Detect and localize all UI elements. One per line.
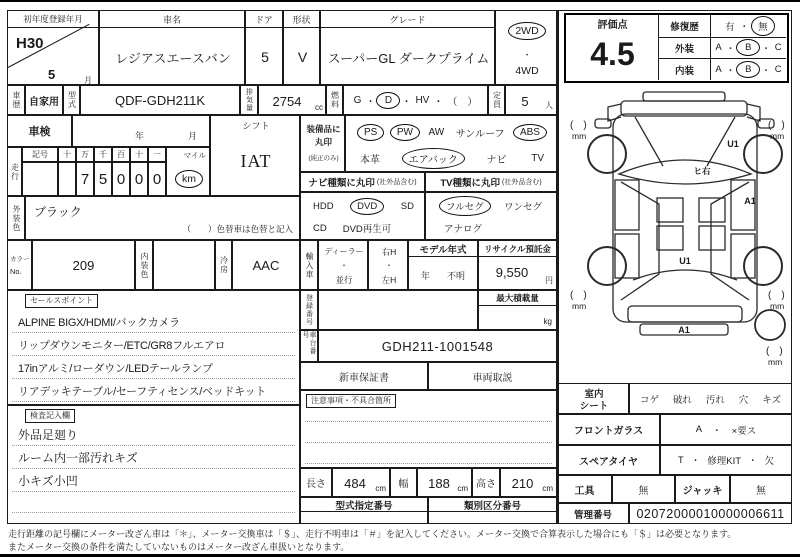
footer-note-line1: 走行距離の記号欄にメーター改ざん車は「＊」、メーター交換車は「＄」、走行不明車は「＃」を記入してください。メーター交換で合算表示した場合にも「＄」は必要となります。 [8, 529, 737, 539]
mileage-header-hyaku: 百 [112, 147, 130, 162]
shift-label: シフト [242, 120, 270, 131]
classification-cell [428, 497, 557, 524]
management-no-label: 管理番号 [557, 503, 629, 524]
repair-label: 修復歴 [659, 15, 711, 37]
width-value: 188 [428, 476, 450, 491]
floor-line-left [621, 182, 659, 300]
exterior-color-note: （ ）色替車は色替と記入 [182, 224, 293, 234]
shape-label: 形状 [284, 11, 319, 28]
max-load-unit: kg [543, 317, 552, 326]
import-dealer: ディーラー [324, 247, 364, 256]
mile-unit: マイル [183, 151, 206, 160]
seat-label-cell: 室内 シート [557, 383, 629, 414]
equipment-label-cell: 装備品に 丸印 (純正のみ) [300, 115, 345, 172]
seat-panel [657, 226, 683, 250]
manual-cell: 車両取説 [428, 362, 557, 390]
mileage-digit: 7 [76, 162, 94, 196]
spare-tire [755, 310, 785, 340]
import-parallel: 並行 [335, 274, 353, 285]
import-dealer-cell: ディーラー ・ 並行 [318, 240, 368, 290]
shaken-year-unit: 年 [135, 131, 145, 141]
seat-condition-items [629, 383, 792, 414]
tv-type-header: TV種類に丸印 (社外品含む) [425, 172, 557, 192]
inspector-note-line: 小キズ小凹 [18, 474, 78, 488]
displacement-value: 2754 [272, 93, 302, 109]
left-rear-door-panel [615, 234, 639, 278]
first-registration-month: 5 [48, 67, 56, 82]
interior-color-label: 内装色 [135, 240, 153, 290]
tread-mm-fl: mm [572, 131, 587, 141]
caution-tag: 注意事項・不具合箇所 [306, 394, 396, 408]
drive-2wd-circled: 2WD [508, 22, 545, 40]
rear-window-arc [633, 270, 737, 280]
fuel-hybrid: HV [415, 94, 430, 106]
recycle-label: リサイクル預託金 [479, 241, 556, 257]
first-registration-label: 初年度登録年月 [8, 11, 98, 28]
mileage-header-ichi: 一 [148, 147, 166, 162]
chassis-value: GDH211-1001548 [318, 330, 557, 362]
tread-paren-rl: ( ) [570, 290, 587, 301]
right-rear-door-panel [731, 234, 755, 278]
model-code-value: QDF-GDH211K [80, 85, 240, 115]
equip-leather: 本革 [360, 154, 380, 166]
exterior-grade-row: 外装 A ・ B ・ C [659, 37, 786, 59]
sales-line: ALPINE BIGX/HDMI/バックカメラ [18, 316, 180, 329]
car-name-label: 車名 [100, 11, 244, 28]
shaken-month-unit: 月 [188, 131, 198, 141]
nav-type-header: ナビ種類に丸印 (社外品含む) [300, 172, 425, 192]
model-year-value: 不明 [447, 271, 466, 281]
history-value: 自家用 [25, 85, 63, 115]
windshield-needs-replacement: ×要ス [731, 425, 757, 437]
jack-label: ジャッキ [675, 475, 730, 503]
height-value: 210 [511, 476, 534, 491]
classification-label: 類別区分番号 [429, 498, 556, 512]
interior-grade-b-circled: B [736, 61, 760, 78]
ac-label: 冷房 [215, 240, 232, 290]
field-doors [245, 10, 283, 85]
color-no-value: 209 [32, 240, 135, 290]
shift-cell [210, 115, 300, 196]
model-year-unit: 年 [421, 271, 431, 281]
inspector-notes-box [7, 405, 300, 524]
tv-analog: アナログ [444, 224, 483, 235]
mileage-digit: 0 [112, 162, 130, 196]
score-label: 評価点 [597, 20, 628, 31]
damage-mark-center: U1 [679, 256, 691, 266]
left-front-door-panel [615, 180, 639, 230]
exterior-grade-b-circled: B [736, 39, 760, 56]
mileage-unit-cell [166, 147, 210, 196]
mileage-header-sen: 千 [94, 147, 112, 162]
front-roof-trim [643, 92, 725, 101]
mileage-digit: 5 [94, 162, 112, 196]
caution-box [300, 390, 557, 468]
spare-tire-label: スペアタイヤ [557, 445, 660, 475]
mileage-symbol-header: 記号 [22, 147, 58, 162]
registration-value [318, 290, 478, 330]
tv-oneseg: ワンセグ [503, 202, 542, 213]
ac-value: AAC [232, 240, 300, 290]
max-load-cell [478, 290, 557, 330]
seat-burn: コゲ [640, 394, 660, 406]
tv-type-items [425, 192, 557, 240]
windshield-value: A ・ ×要ス [660, 414, 792, 445]
front-bumper-left-wing [608, 104, 621, 121]
mileage-digit-empty [58, 162, 76, 196]
equip-sunroof: サンルーフ [455, 128, 505, 140]
mileage-header-10man: 十 [58, 147, 76, 162]
km-unit-circled: km [175, 170, 203, 188]
inspector-note-line: ルーム内一部汚れキズ [18, 451, 138, 465]
exterior-color-cell [25, 196, 300, 240]
model-year-label: モデル年式 [409, 241, 477, 257]
capacity-unit: 人 [545, 101, 553, 110]
type-designation-cell [300, 497, 428, 524]
tread-paren-rr: ( ) [768, 290, 785, 301]
jack-value: 無 [730, 475, 792, 503]
steering-cell: 右H ・ 左H [368, 240, 408, 290]
shaken-label: 車検 [7, 115, 72, 147]
sales-line: リアデッキテーブル/セーフティセンス/ベッドキット [18, 385, 266, 398]
nav-sd: SD [400, 200, 414, 212]
fuel-diesel-circled: D [376, 92, 400, 109]
equip-airbag-circled: エアバック [402, 148, 465, 169]
type-designation-label: 型式指定番号 [301, 498, 427, 512]
length-cell: 484 cm [332, 468, 390, 497]
tread-paren-fr: ( ) [768, 120, 785, 131]
equip-abs-circled: ABS [513, 124, 547, 141]
equip-aw: AW [428, 126, 445, 138]
field-drivetrain [495, 10, 557, 85]
scan-edge-top [0, 0, 800, 2]
car-diagram [557, 84, 792, 383]
front-left-wheel [588, 135, 626, 173]
seat-hole: 穴 [738, 394, 749, 406]
damage-mark-rear: A1 [678, 325, 690, 335]
nav-cd: CD [313, 222, 327, 234]
mileage-digit: 0 [148, 162, 166, 196]
footer-note-line2: またメーター交換の条件を満たしていないものはメーター改ざん車扱いとなります。 [8, 542, 350, 552]
registration-label: 登録番号 [300, 290, 318, 330]
seat-dirt: 汚れ [705, 394, 725, 406]
repair-no-circled: 無 [751, 16, 775, 36]
nav-type-items [300, 192, 425, 240]
shift-value: IAT [240, 150, 272, 171]
sales-points-box [7, 290, 300, 405]
score-value: 4.5 [590, 35, 635, 72]
windshield-left-pillar [635, 117, 663, 166]
seat-scratch: キズ [762, 394, 781, 406]
warranty-cell: 新車保証書 [300, 362, 428, 390]
exterior-grade-label: 外装 [659, 38, 711, 59]
field-first-registration [7, 10, 99, 85]
equip-tv: TV [531, 152, 544, 164]
field-car-name [99, 10, 245, 85]
capacity-value: 5 [521, 93, 529, 109]
month-unit: 月 [84, 76, 92, 85]
height-label: 高さ [472, 468, 500, 497]
capacity-cell [505, 85, 557, 115]
equip-ps-circled: PS [357, 124, 384, 141]
fuel-gasoline: G [353, 94, 362, 106]
model-year-cell [408, 240, 478, 290]
max-load-label: 最大積載量 [479, 291, 556, 306]
interior-grade-row: 内装 A ・ B ・ C [659, 58, 786, 80]
recycle-unit: 円 [545, 276, 553, 285]
equip-navi: ナビ [486, 154, 507, 166]
windshield-label: フロントガラス [557, 414, 660, 445]
fuel-other-paren: （ ） [447, 96, 478, 108]
sales-line: リップダウンモニター/ETC/GR8フルエアロ [18, 339, 226, 352]
mileage-digit: 0 [130, 162, 148, 196]
equipment-items-cell [345, 115, 557, 172]
width-cell: 188 cm [417, 468, 472, 497]
steering-lh: 左H [381, 274, 397, 285]
seat-panel [657, 198, 683, 222]
shaken-date-cell [72, 115, 210, 147]
capacity-label: 定員 [488, 85, 505, 115]
drive-4wd: 4WD [515, 65, 539, 77]
color-no-label: カラー No. [7, 240, 32, 290]
sales-points-tag: セールスポイント [25, 294, 98, 308]
fuel-label: 燃料 [326, 85, 343, 115]
first-registration-era: H30 [16, 35, 44, 52]
interior-color-value [153, 240, 215, 290]
displacement-cell [258, 85, 326, 115]
field-body-shape [283, 10, 320, 85]
seat-panel [699, 226, 725, 250]
nav-dvd-circled: DVD [350, 198, 384, 215]
nav-dvd-play: DVD再生可 [342, 224, 392, 235]
height-cell: 210 cm [500, 468, 557, 497]
field-grade [320, 10, 495, 85]
exterior-color-label: 外装色 [7, 196, 25, 240]
equip-pw-circled: PW [390, 124, 420, 141]
seat-tear: 破れ [672, 394, 692, 406]
door-value: 5 [261, 49, 269, 65]
grade-label: グレード [321, 11, 494, 28]
model-code-label: 型式 [63, 85, 80, 115]
nav-hdd: HDD [313, 200, 334, 212]
tools-value: 無 [612, 475, 675, 503]
damage-mark-right-side: A1 [744, 196, 756, 206]
interior-grade-label: 内装 [659, 59, 711, 80]
seat-panel [699, 198, 725, 222]
mileage-header-ju: 十 [130, 147, 148, 162]
drive-separator: ・ [522, 49, 532, 60]
history-label: 車歴 [7, 85, 25, 115]
inspector-note-line: 外品足廻り [18, 428, 79, 442]
damage-mark-windshield: ヒ右 [693, 166, 711, 176]
door-label: ドア [246, 11, 282, 28]
chassis-label: 車台番号 [300, 330, 318, 362]
damage-mark-front-right: U1 [727, 139, 739, 149]
rear-bumper [628, 306, 742, 322]
inspector-notes-tag: 検査記入欄 [25, 409, 75, 423]
tread-mm-rl: mm [572, 301, 587, 311]
rear-left-wheel [588, 247, 626, 285]
recycle-value: 9,550 [495, 264, 529, 280]
tread-mm-fr: mm [770, 131, 785, 141]
shape-value: V [297, 49, 308, 65]
displacement-unit: cc [315, 103, 323, 112]
exterior-color-value: ブラック [34, 205, 82, 219]
car-name-value: レジアスエースバン [115, 50, 231, 66]
import-label: 輸入車 [300, 240, 318, 290]
rear-right-wheel [744, 247, 782, 285]
tread-paren-fl: ( ) [570, 120, 587, 131]
mileage-label: 走行 [7, 147, 22, 196]
tread-mm-spare: mm [768, 357, 783, 367]
steering-rh: 右H [381, 246, 397, 257]
tv-fullseg-circled: フルセグ [439, 196, 491, 216]
recycle-cell [478, 240, 557, 290]
tread-paren-spare: ( ) [766, 346, 783, 357]
width-label: 幅 [390, 468, 417, 497]
evaluation-box [564, 13, 789, 83]
tools-label: 工具 [557, 475, 612, 503]
repair-history-row: 修復歴 有 ・ 無 [659, 15, 786, 37]
fuel-cell: G ・ D ・ HV ・ （ ） [343, 85, 488, 115]
mileage-header-man: 万 [76, 147, 94, 162]
spare-tire-value: T ・ 修理KIT ・ 欠 [660, 445, 792, 475]
tread-mm-rr: mm [770, 301, 785, 311]
grade-value: スーパーGL ダークプライム [327, 50, 490, 66]
repair-yes: 有 [724, 21, 735, 33]
management-no-value: 02072000010000006611 [629, 503, 792, 524]
length-label: 長さ [300, 468, 332, 497]
score-cell [566, 15, 659, 80]
displacement-label: 排気量 [240, 85, 258, 115]
sales-line: 17inアルミ/ローダウン/LEDテールランプ [18, 362, 213, 375]
mileage-symbol-value [22, 162, 58, 196]
length-value: 484 [344, 476, 366, 491]
